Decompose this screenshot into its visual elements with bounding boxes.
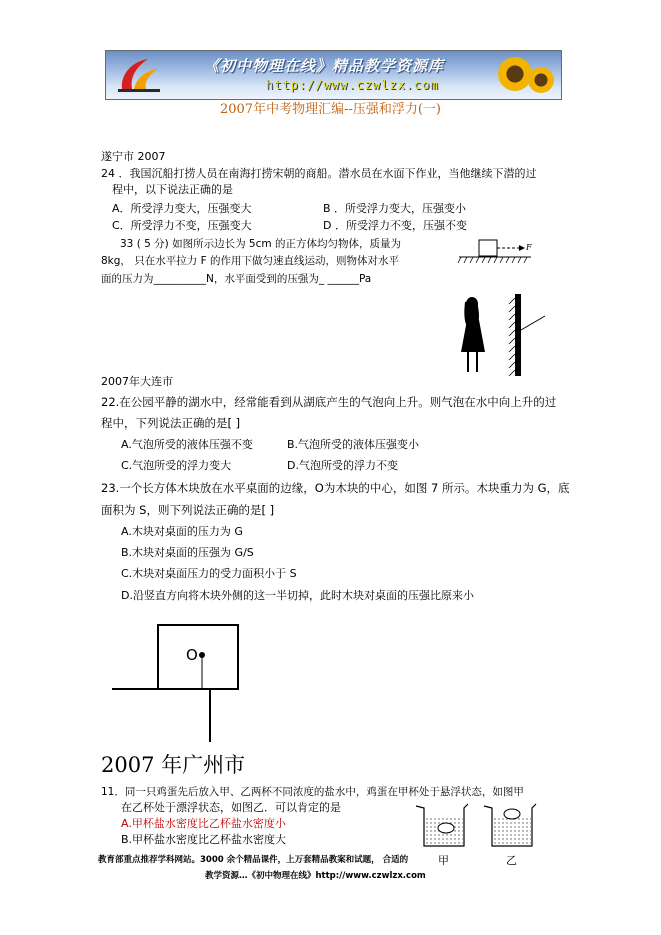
option-a: A.气泡所受的液体压强不变 — [121, 438, 253, 451]
question-23-text: 23.一个长方体木块放在水平桌面的边缘，O为木块的中心，如图 7 所示。木块重力为 G，底 — [101, 481, 570, 495]
option-b: B.甲杯盐水密度比乙杯盐水密度大 — [121, 833, 287, 846]
cup-a-label: 甲 — [438, 854, 449, 867]
question-24-text: 程中，以下说法正确的是 — [112, 183, 233, 196]
question-23-text: 面积为 S，则下列说法正确的是[ ] — [101, 503, 275, 517]
girl-mirror-figure — [455, 290, 555, 380]
cube-force-figure — [455, 236, 535, 268]
cup-b-label: 乙 — [506, 854, 517, 867]
question-22-text: 程中，下列说法正确的是[ ] — [101, 416, 241, 430]
question-33-text: 8kg， 只在水平拉力 F 的作用下做匀速直线运动，则物体对水平 — [101, 255, 399, 267]
question-11-text: 在乙杯处于漂浮状态，如图乙．可以肯定的是 — [121, 801, 341, 814]
header-banner — [105, 50, 562, 100]
option-d: D ．所受浮力不变，压强不变 — [323, 219, 467, 232]
banner-url: http://www.czwlzx.com — [266, 78, 439, 92]
sunflower-icon — [498, 57, 532, 91]
section-heading-guangzhou: 2007 年广州市 — [101, 753, 246, 777]
option-d: D.气泡所受的浮力不变 — [287, 459, 398, 472]
question-22-text: 22.在公园平静的湖水中，经常能看到从湖底产生的气泡向上升。则气泡在水中向上升的过 — [101, 395, 557, 409]
option-b: B.木块对桌面的压强为 G/S — [121, 546, 254, 559]
option-c: C．所受浮力不变，压强变大 — [112, 219, 252, 232]
option-c: C.气泡所受的浮力变大 — [121, 459, 232, 472]
force-label: F — [526, 243, 532, 252]
beakers-figure — [410, 798, 550, 870]
page-title: 2007年中考物理汇编--压强和浮力(一) — [219, 102, 441, 117]
option-c: C.木块对桌面压力的受力面积小于 S — [121, 567, 297, 580]
option-a: A.木块对桌面的压力为 G — [121, 525, 243, 538]
option-b: B.气泡所受的液体压强变小 — [287, 438, 420, 451]
option-d: D.沿竖直方向将木块外侧的这一半切掉，此时木块对桌面的压强比原来小 — [121, 589, 474, 602]
question-33-text: 33 ( 5 分) 如图所示边长为 5cm 的正方体均匀物体，质量为 — [120, 238, 401, 250]
question-24-text: 24 ．我国沉船打捞人员在南海打捞宋朝的商船。潜水员在水面下作业，当他继续下潜的过 — [101, 167, 537, 180]
footer-link[interactable]: 教学资源…《初中物理在线》http://www.czwlzx.com — [205, 871, 426, 881]
block-on-table-figure — [110, 620, 250, 745]
option-b: B ．所受浮力变大，压强变小 — [323, 202, 467, 215]
sunflower-icon — [528, 67, 554, 93]
option-a: A．所受浮力变大，压强变大 — [112, 202, 252, 215]
site-logo-icon — [114, 55, 164, 95]
section-heading-suining: 遂宁市 2007 — [101, 150, 166, 163]
option-a: A.甲杯盐水密度比乙杯盐水密度小 — [121, 817, 286, 830]
banner-title: 《初中物理在线》精品教学资源库 — [204, 57, 445, 75]
question-11-text: 11．同一只鸡蛋先后放入甲、乙两杯不同浓度的盐水中，鸡蛋在甲杯处于悬浮状态，如图甲 — [101, 786, 524, 798]
footer-text: 教育部重点推荐学科网站。3000 余个精品课件，上万套精品教案和试题， 合适的 — [98, 855, 409, 865]
question-33-text: 面的压力为__________N，水平面受到的压强为_ ______Pa — [101, 273, 372, 285]
center-label: O — [186, 646, 198, 664]
section-heading-dalian: 2007年大连市 — [101, 375, 173, 388]
